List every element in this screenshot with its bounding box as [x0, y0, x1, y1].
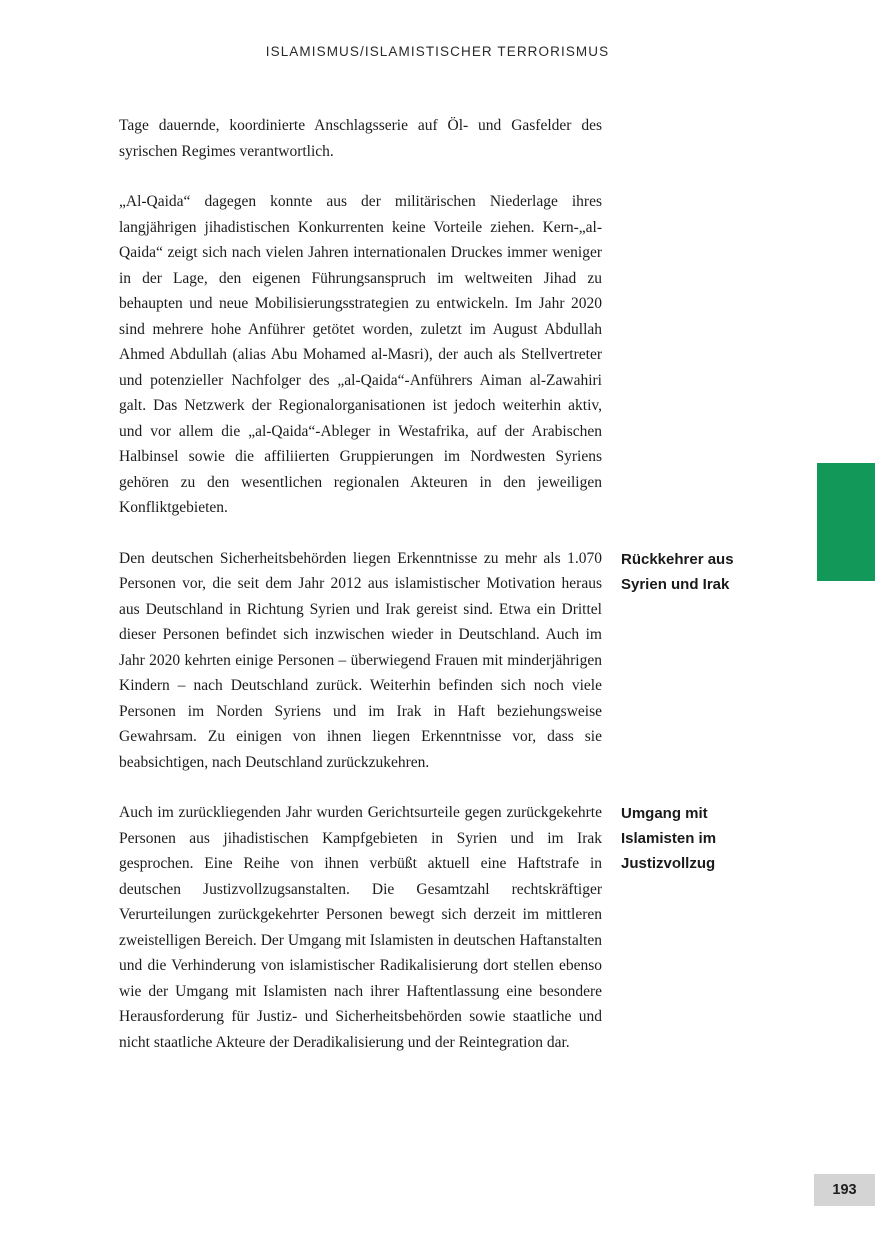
paragraph: Den deutschen Sicherheitsbehörden liegen Erkenntnisse zu mehr als 1.070 Personen vor, die seit dem Jahr 2012 aus islamistischer Motivation heraus aus Deutschland in Richtung Syrien und Irak gereist sind. Etwa ein Drittel dieser Personen befindet sich inzwischen wieder in Deutschland. Auch im Jahr 2020 kehrten einige Personen – überwiegend Frauen mit minderjährigen Kindern – nach Deutschland zurück. Weiterhin befinden sich noch viele Personen im Norden Syriens und im Irak in Haft beziehungsweise Gewahrsam. Zu einigen von ihnen liegen Erkenntnisse vor, dass sie beabsichtigen, nach Deutschland zurückzukehren.	[119, 549, 602, 771]
paragraph-row	[119, 546, 759, 801]
paragraph: Tage dauernde, koordinierte Anschlagsserie auf Öl- und Gasfelder des syrischen Regimes verantwortlich.	[119, 117, 602, 160]
page-number-box	[814, 1174, 875, 1206]
paragraph-row	[119, 800, 759, 1080]
page-content	[119, 113, 759, 1080]
chapter-tab-marker	[817, 463, 875, 581]
running-header: ISLAMISMUS/ISLAMISTISCHER TERRORISMUS	[265, 44, 610, 59]
paragraph: Auch im zurückliegenden Jahr wurden Gerichtsurteile gegen zurückgekehrte Personen aus jihadistischen Kampfgebieten in Syrien und im Irak gesprochen. Eine Reihe von ihnen verbüßt aktuell eine Haftstrafe in deutschen Justizvollzugsanstalten. Die Gesamtzahl rechtskräftiger Verurteilungen zurückgekehrter Personen bewegt sich derzeit im mittleren zweistelligen Bereich. Der Umgang mit Islamisten in deutschen Haftanstalten und die Verhinderung von islamistischer Radikalisierung dort stellen ebenso wie der Umgang mit Islamisten nach ihrer Haftentlassung eine besondere Herausforderung für Justiz- und Sicherheitsbehörden sowie staatliche und nicht staatliche Akteure der Deradikalisierung und der Reintegration dar.	[119, 804, 602, 1051]
margin-note-justizvollzug: Umgang mit Islamisten im Justizvollzug	[621, 805, 717, 872]
paragraph: „Al-Qaida“ dagegen konnte aus der militärischen Niederlage ihres langjährigen jihadistischen Konkurrenten keine Vorteile ziehen. Kern-„al-Qaida“ zeigt sich nach vielen Jahren internationalen Druckes immer weniger in der Lage, den eigenen Führungsanspruch im weltweiten Jihad zu behaupten und neue Mobilisierungsstrategien zu entwickeln. Im Jahr 2020 sind mehrere hohe Anführer getötet worden, zuletzt im August Abdullah Ahmed Abdullah (alias Abu Mohamed al-Masri), der auch als Stellvertreter und potenzieller Nachfolger des „al-Qaida“-Anführers Aiman al-Zawahiri galt. Das Netzwerk der Regionalorganisationen ist jedoch weiterhin aktiv, und vor allem die „al-Qaida“-Ableger in Westafrika, auf der Arabischen Halbinsel sowie die affiliierten Gruppierungen im Nordwesten Syriens gehören zu den wesentlichen regionalen Akteuren in den jeweiligen Konfliktgebieten.	[119, 193, 602, 516]
page-number: 193	[832, 1182, 857, 1198]
margin-note	[621, 113, 761, 114]
margin-note	[621, 189, 761, 190]
margin-note-rueckkehrer: Rückkehrer aus Syrien und Irak	[621, 550, 734, 593]
paragraph-row	[119, 189, 759, 546]
paragraph-row	[119, 113, 759, 189]
